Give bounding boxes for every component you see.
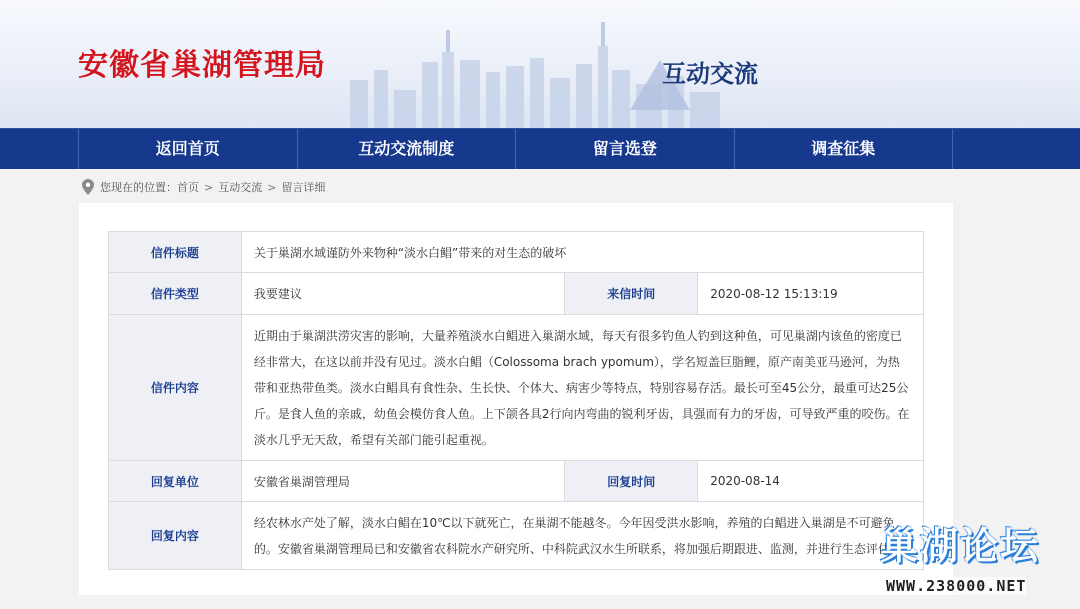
reply-unit-value: 安徽省巢湖管理局 <box>241 461 565 502</box>
breadcrumb-interaction-link[interactable]: 互动交流 <box>218 181 263 194</box>
reply-date-value: 2020-08-14 <box>698 461 924 502</box>
table-row <box>109 502 924 570</box>
letter-content-label: 信件内容 <box>109 315 242 461</box>
reply-date-label: 回复时间 <box>565 461 698 502</box>
reply-content-label: 回复内容 <box>109 502 242 570</box>
forum-watermark <box>880 515 1070 605</box>
breadcrumb <box>82 178 325 196</box>
table-row <box>109 232 924 273</box>
site-title: 安徽省巢湖管理局 <box>78 48 326 83</box>
breadcrumb-home-link[interactable]: 首页 <box>177 181 199 194</box>
watermark-logo-text: 巢湖论坛 <box>880 524 1041 568</box>
section-title: 互动交流 <box>662 60 758 88</box>
letter-type-value: 我要建议 <box>241 273 565 315</box>
reply-content-value: 经农林水产处了解，淡水白鲳在10℃以下就死亡，在巢湖不能越冬。今年因受洪水影响，养殖的白鲳进入巢湖是不可避免的。安徽省巢湖管理局已和安徽省农科院水产研究所、中科院武汉水生所联系，将加强后期跟进、监测，并进行生态评估。 <box>241 502 923 570</box>
location-pin-icon <box>82 179 94 195</box>
table-row <box>109 273 924 315</box>
content-panel <box>79 203 953 595</box>
letter-detail-table <box>108 231 924 570</box>
letter-type-label: 信件类型 <box>109 273 242 315</box>
watermark-url: WWW.238000.NET <box>886 577 1027 595</box>
nav-item-selected-messages[interactable]: 留言选登 <box>516 129 735 169</box>
letter-date-value: 2020-08-12 15:13:19 <box>698 273 924 315</box>
nav-item-surveys[interactable]: 调查征集 <box>735 129 954 169</box>
letter-title-label: 信件标题 <box>109 232 242 273</box>
breadcrumb-current: 留言详细 <box>281 181 326 194</box>
table-row <box>109 315 924 461</box>
letter-content-value: 近期由于巢湖洪涝灾害的影响，大量养殖淡水白鲳进入巢湖水域，每天有很多钓鱼人钓到这种鱼，可见巢湖内该鱼的密度已经非常大，在这以前并没有见过。淡水白鲳（Colossoma brach ypomum），学名短盖巨脂鲤，原产南美亚马逊河，为热带和亚热带鱼类。淡水白鲳具有食性杂、生长快、个体大、病害少等特点，特别容易存活。最长可至45公分，最重可达25公斤。是食人鱼的亲戚，幼鱼会模仿食人鱼。上下颌各具2行向内弯曲的锐利牙齿，具强而有力的牙齿，可导致严重的咬伤。在淡水几乎无天敌，希望有关部门能引起重视。 <box>241 315 923 461</box>
main-nav <box>0 128 1080 169</box>
header-banner <box>0 0 1080 128</box>
table-row <box>109 461 924 502</box>
nav-item-interaction-rules[interactable]: 互动交流制度 <box>298 129 517 169</box>
breadcrumb-separator: > <box>204 180 214 194</box>
nav-item-home[interactable]: 返回首页 <box>79 129 298 169</box>
nav-bar <box>78 129 953 169</box>
letter-date-label: 来信时间 <box>565 273 698 315</box>
reply-unit-label: 回复单位 <box>109 461 242 502</box>
letter-title-value: 关于巢湖水域谨防外来物种“淡水白鲳”带来的对生态的破坏 <box>241 232 923 273</box>
breadcrumb-prefix: 您现在的位置： <box>100 181 177 194</box>
breadcrumb-separator: > <box>267 180 277 194</box>
